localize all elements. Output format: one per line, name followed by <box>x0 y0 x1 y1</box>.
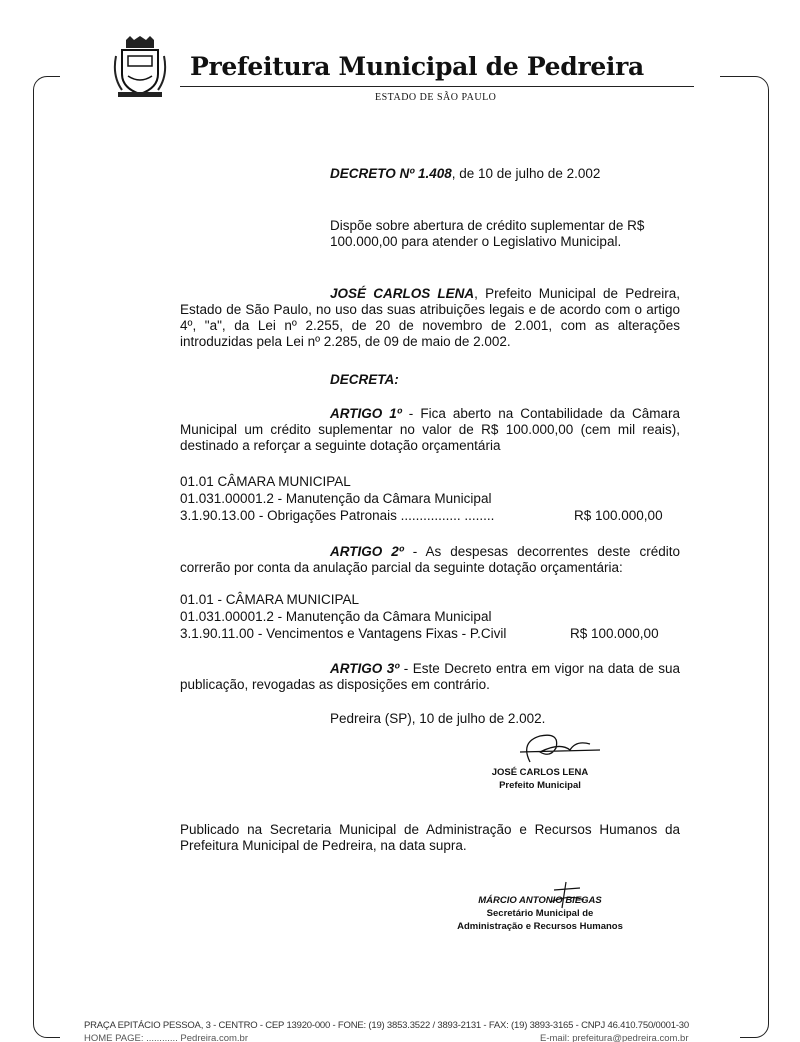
signer2-name: MÁRCIO ANTONIO BIEGAS <box>478 895 602 906</box>
header-state: ESTADO DE SÃO PAULO <box>375 92 497 103</box>
coat-of-arms-icon <box>112 36 168 102</box>
footer-homepage: HOME PAGE: ............ Pedreira.com.br <box>84 1033 249 1042</box>
art1-line: 01.01 CÂMARA MUNICIPAL <box>180 474 351 489</box>
summary-line-1: Dispõe sobre abertura de crédito suplementar de R$ <box>330 218 645 233</box>
publication-note: Publicado na Secretaria Municipal de Administração e Recursos Humanos da Prefeitura Municipal de Pedreira, na data supra. <box>180 822 680 853</box>
art1-amount: R$ 100.000,00 <box>574 508 663 523</box>
art1-line: 3.1.90.13.00 - Obrigações Patronais ................ ........ <box>180 508 495 523</box>
decreta-label: DECRETA: <box>330 372 399 387</box>
signer1-name: JOSÉ CARLOS LENA <box>491 767 589 778</box>
art2-line: 01.031.00001.2 - Manutenção da Câmara Municipal <box>180 609 492 624</box>
art2-line: 01.01 - CÂMARA MUNICIPAL <box>180 592 360 607</box>
footer-email: E-mail: prefeitura@pedreira.com.br <box>540 1033 689 1042</box>
place-date: Pedreira (SP), 10 de julho de 2.002. <box>330 711 546 726</box>
article-3: ARTIGO 3º - Este Decreto entra em vigor na data de sua publicação, revogadas as disposições em contrário. <box>180 661 680 692</box>
header-title: Prefeitura Municipal de Pedreira <box>190 52 644 81</box>
signature-mayor-icon <box>500 722 600 772</box>
summary-line-2: 100.000,00 para atender o Legislativo Municipal. <box>330 234 622 249</box>
art2-amount: R$ 100.000,00 <box>570 626 659 641</box>
art1-line: 01.031.00001.2 - Manutenção da Câmara Municipal <box>180 491 492 506</box>
article-1: ARTIGO 1º - Fica aberto na Contabilidade da Câmara Municipal um crédito suplementar no valor de R$ 100.000,00 (cem mil reais), destinado a reforçar a seguinte dotação orçamentária <box>180 406 680 453</box>
signer1-role: Prefeito Municipal <box>499 780 581 791</box>
header-rule <box>180 86 694 87</box>
signer2-role: Secretário Municipal de <box>486 908 594 919</box>
preamble: JOSÉ CARLOS LENA, Prefeito Municipal de Pedreira, Estado de São Paulo, no uso das suas atribuições legais e de acordo com o artigo 4º, "a", da Lei nº 2.255, de 20 de novembro de 2.001, com as alterações introduzidas pela Lei nº 2.285, de 09 de maio de 2.002. <box>180 286 680 349</box>
footer-address: PRAÇA EPITÁCIO PESSOA, 3 - CENTRO - CEP 13920-000 - FONE: (19) 3853.3522 / 3893-2131 - FAX: (19) 3893-3165 - CNPJ 46.410.750/0001-30 <box>84 1020 689 1031</box>
decree-heading: DECRETO Nº 1.408, de 10 de julho de 2.002 <box>330 166 601 181</box>
art2-line: 3.1.90.11.00 - Vencimentos e Vantagens Fixas - P.Civil <box>180 626 507 641</box>
signer2-role: Administração e Recursos Humanos <box>457 921 623 932</box>
article-2: ARTIGO 2º - As despesas decorrentes deste crédito correrão por conta da anulação parcial da seguinte dotação orçamentária: <box>180 544 680 575</box>
